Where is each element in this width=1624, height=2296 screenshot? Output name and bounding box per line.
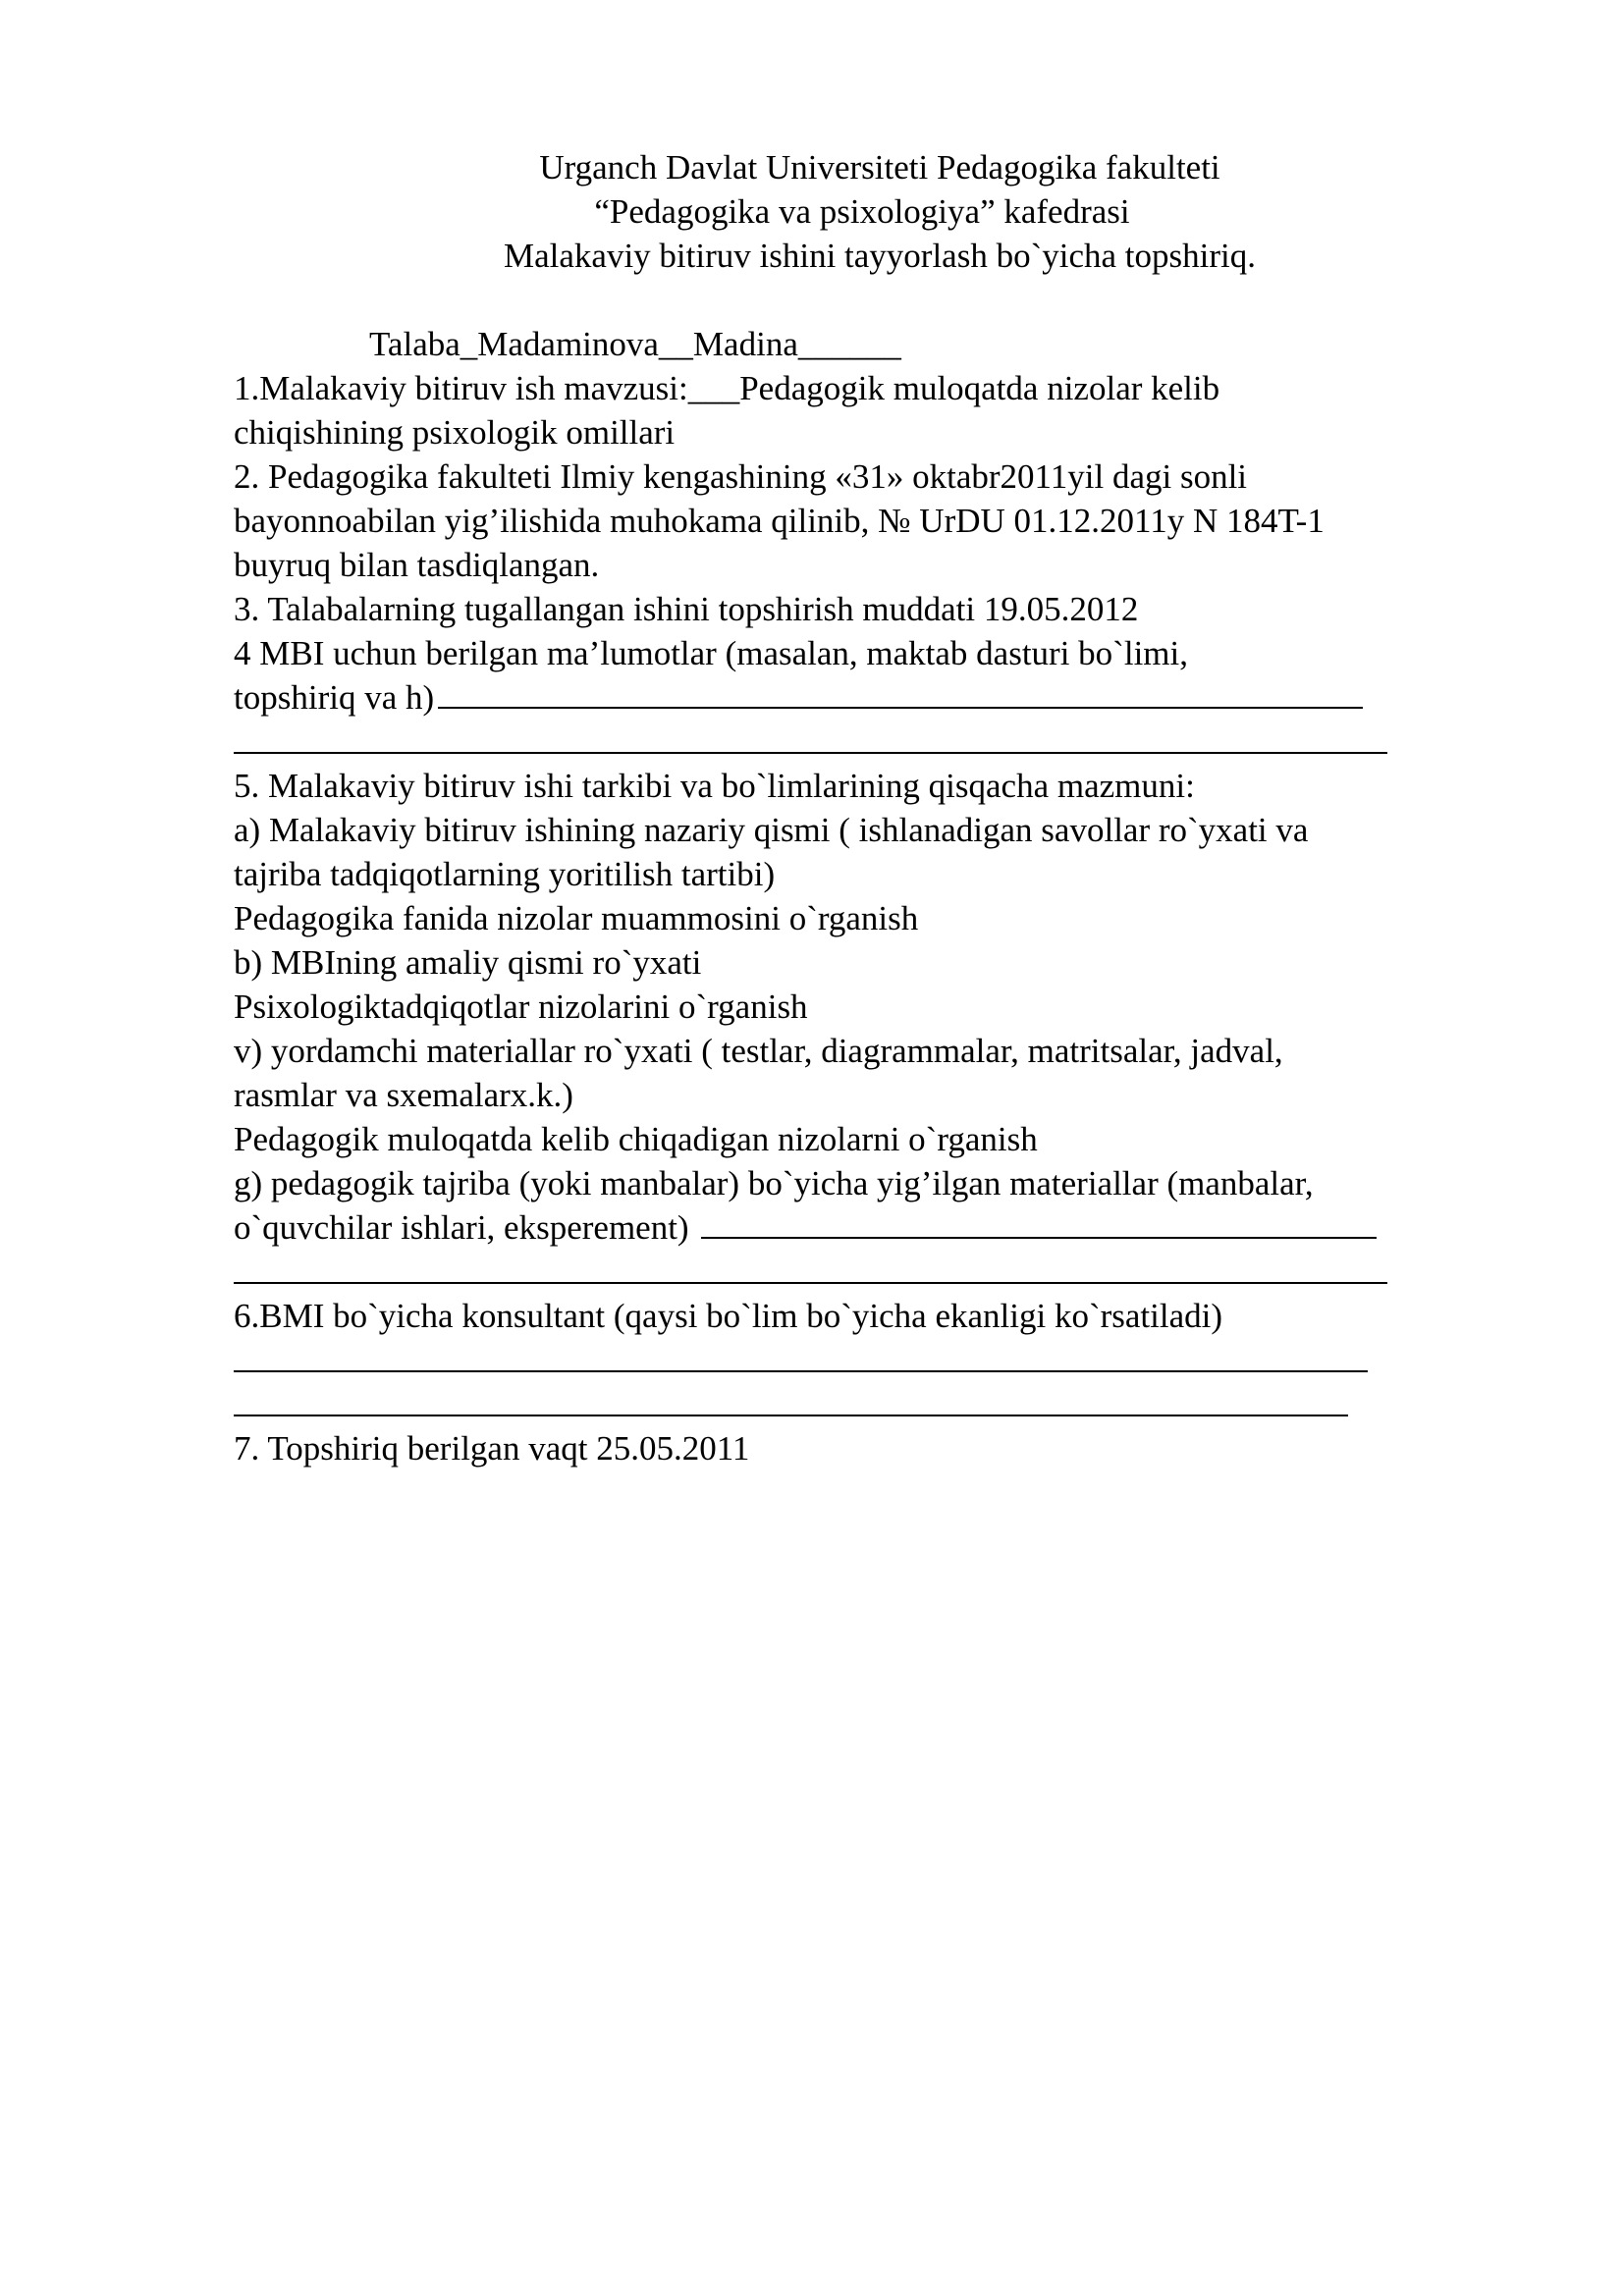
item-5g-blank — [701, 1207, 1377, 1239]
item-4-line-1: 4 MBI uchun berilgan ma’lumotlar (masalan, maktab dasturi bo`limi, — [234, 634, 1188, 672]
item-4-label: topshiriq va h) — [234, 678, 435, 717]
document-header — [0, 145, 1624, 278]
item-5a-line-2: tajriba tadqiqotlarning yoritilish tartibi) — [234, 855, 776, 893]
item-2-line-1: 2. Pedagogika fakulteti Ilmiy kengashining «31» oktabr2011yil dagi sonli — [234, 457, 1248, 496]
item-5b-answer: Psixologiktadqiqotlar nizolarini o`rganish — [234, 988, 808, 1026]
department-line: “Pedagogika va psixologiya” kafedrasi — [594, 192, 1130, 231]
student-name-line: Talaba_Madaminova__Madina______ — [369, 325, 901, 363]
blank-rule — [234, 1250, 1500, 1294]
document-body — [234, 322, 1500, 1470]
document-title: Malakaviy bitiruv ishini tayyorlash bo`yicha topshiriq. — [504, 237, 1256, 275]
university-faculty-line: Urganch Davlat Universiteti Pedagogika fakulteti — [539, 148, 1220, 187]
item-5v-answer: Pedagogik muloqatda kelib chiqadigan nizolarni o`rganish — [234, 1120, 1038, 1158]
blank-rule — [234, 1382, 1500, 1426]
item-5a-answer: Pedagogika fanida nizolar muammosini o`rganish — [234, 899, 919, 937]
blank-rule — [234, 1338, 1500, 1382]
item-7-issue-date: 7. Topshiriq berilgan vaqt 25.05.2011 — [234, 1429, 750, 1468]
item-5v-line-1: v) yordamchi materiallar ro`yxati ( testlar, diagrammalar, matritsalar, jadval, — [234, 1032, 1283, 1070]
blank-rule — [234, 720, 1500, 764]
item-5v-line-2: rasmlar va sxemalarx.k.) — [234, 1076, 573, 1114]
item-5a-line-1: a) Malakaviy bitiruv ishining nazariy qismi ( ishlanadigan savollar ro`yxati va — [234, 811, 1309, 849]
item-4-blank — [438, 677, 1363, 709]
item-2-line-2: bayonnoabilan yig’ilishida muhokama qilinib, № UrDU 01.12.2011y N 184T-1 — [234, 502, 1325, 540]
item-3-deadline: 3. Talabalarning tugallangan ishini topshirish muddati 19.05.2012 — [234, 590, 1139, 628]
item-4-line-2 — [234, 675, 1500, 720]
item-5b-line-1: b) MBIning amaliy qismi ro`yxati — [234, 943, 702, 982]
item-6-consultant: 6.BMI bo`yicha konsultant (qaysi bo`lim bo`yicha ekanligi ko`rsatiladi) — [234, 1297, 1223, 1335]
item-1-topic-line-1: 1.Malakaviy bitiruv ish mavzusi:___Pedagogik muloqatda nizolar kelib — [234, 369, 1220, 407]
item-5g-line-2 — [234, 1205, 1500, 1250]
item-5g-label: o`quvchilar ishlari, eksperement) — [234, 1208, 698, 1247]
item-5g-line-1: g) pedagogik tajriba (yoki manbalar) bo`yicha yig’ilgan materiallar (manbalar, — [234, 1164, 1314, 1202]
item-2-line-3: buyruq bilan tasdiqlangan. — [234, 546, 600, 584]
item-5-heading: 5. Malakaviy bitiruv ishi tarkibi va bo`limlarining qisqacha mazmuni: — [234, 767, 1195, 805]
item-1-topic-line-2: chiqishining psixologik omillari — [234, 413, 676, 452]
